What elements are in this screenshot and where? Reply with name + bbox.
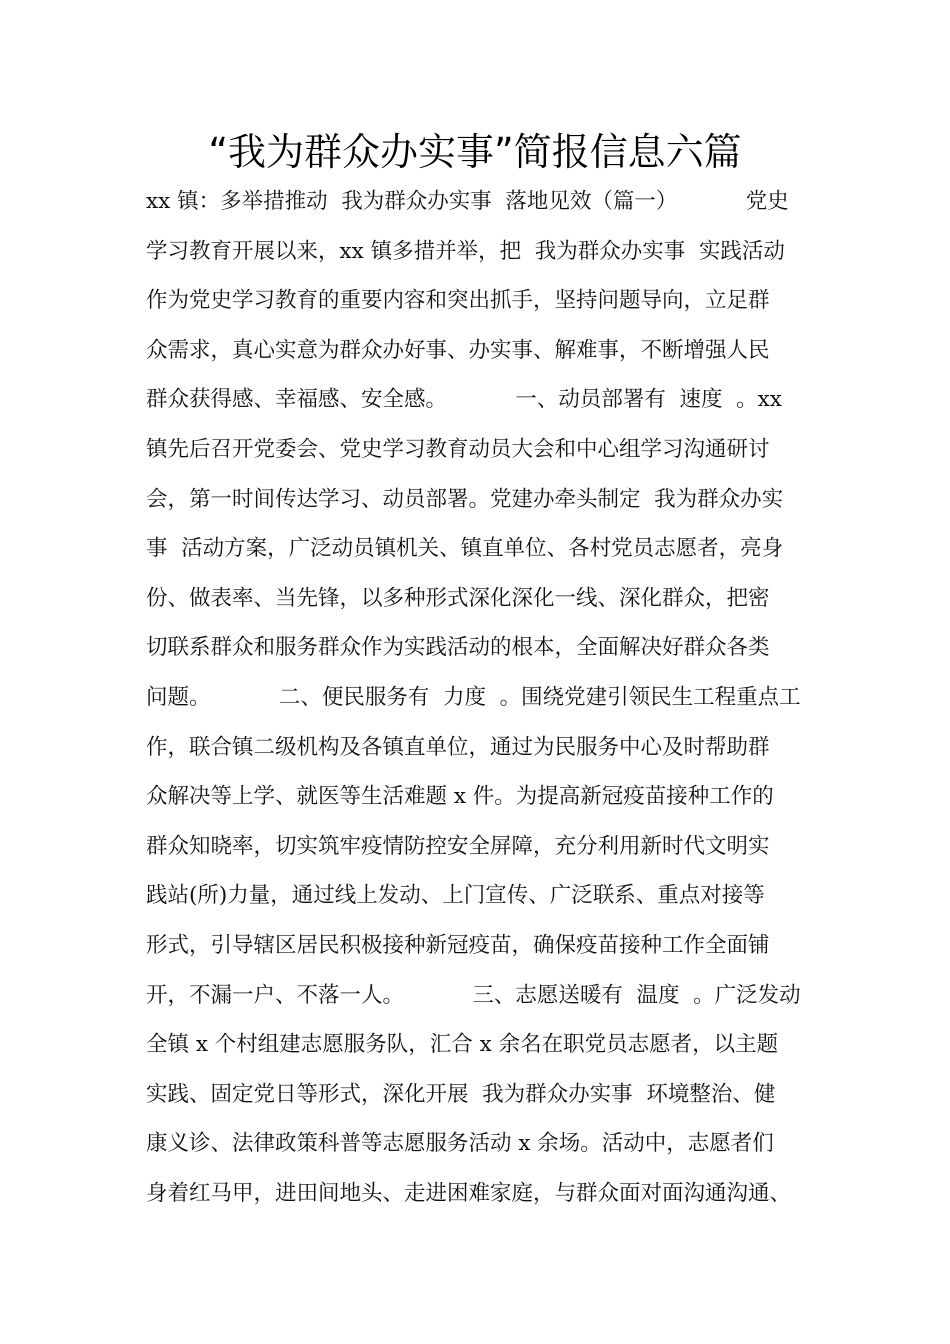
body-line: 切联系群众和服务群众作为实践活动的根本，全面解决好群众各类: [146, 635, 770, 661]
body-line: 实践、固定党日等形式，深化开展 我为群众办实事 环境整治、健: [146, 1081, 776, 1107]
body-line: 众解决等上学、就医等生活难题 x 件。为提高新冠疫苗接种工作的: [146, 784, 774, 810]
body-line: 事 活动方案，广泛动员镇机关、镇直单位、各村党员志愿者，亮身: [146, 536, 784, 562]
body-line: 镇先后召开党委会、党史学习教育动员大会和中心组学习沟通研讨: [146, 436, 770, 462]
body-line: 众需求，真心实意为群众办好事、办实事、解难事，不断增强人民: [146, 337, 770, 363]
body-line: 身着红马甲，进田间地头、走进困难家庭，与群众面对面沟通沟通、: [146, 1180, 792, 1206]
body-line: 会，第一时间传达学习、动员部署。党建办牵头制定 我为群众办实: [146, 486, 784, 512]
body-line: 学习教育开展以来，xx 镇多措并举，把 我为群众办实事 实践活动: [146, 238, 785, 264]
body-line: 形式，引导辖区居民积极接种新冠疫苗，确保疫苗接种工作全面铺: [146, 932, 770, 958]
body-line: 份、做表率、当先锋，以多种形式深化深化一线、深化群众，把密: [146, 585, 770, 611]
document-body: [146, 180, 836, 1221]
body-line: 群众知晓率，切实筑牢疫情防控安全屏障，充分利用新时代文明实: [146, 833, 770, 859]
body-line: 群众获得感、幸福感、安全感。 一、动员部署有 速度 。xx: [146, 387, 782, 413]
body-line: 开，不漏一户、不落一人。 三、志愿送暖有 温度 。广泛发动: [146, 982, 801, 1008]
body-line: 践站(所)力量，通过线上发动、上门宣传、广泛联系、重点对接等: [146, 883, 765, 909]
body-line: xx 镇：多举措推动 我为群众办实事 落地见效（篇一） 党史: [146, 189, 789, 214]
body-line: 全镇 x 个村组建志愿服务队，汇合 x 余名在职党员志愿者，以主题: [146, 1032, 779, 1058]
body-line: 作为党史学习教育的重要内容和突出抓手，坚持问题导向，立足群: [146, 288, 770, 314]
document-title: “我为群众办实事”简报信息六篇: [208, 130, 742, 174]
body-line: 康义诊、法律政策科普等志愿服务活动 x 余场。活动中，志愿者们: [146, 1131, 774, 1157]
body-line: 作，联合镇二级机构及各镇直单位，通过为民服务中心及时帮助群: [146, 734, 770, 760]
body-line: 问题。 二、便民服务有 力度 。围绕党建引领民生工程重点工: [146, 684, 801, 710]
